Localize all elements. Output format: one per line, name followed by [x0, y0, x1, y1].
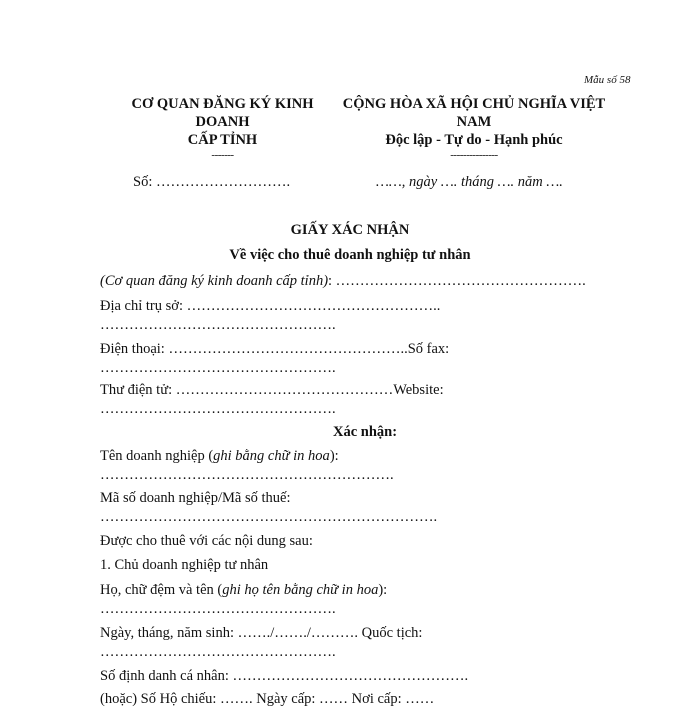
owner-section-heading: 1. Chủ doanh nghiệp tư nhân	[100, 557, 269, 573]
authority-line-2: DOANH	[195, 114, 250, 130]
document-number: Số: ……………………….	[133, 174, 291, 190]
authority-line-1: CƠ QUAN ĐĂNG KÝ KINH	[131, 96, 314, 112]
issuing-authority-header	[100, 95, 345, 161]
form-number: Mẫu số 58	[584, 74, 631, 86]
national-line-2: NAM	[456, 114, 492, 130]
owner-name-note: ghi họ tên bằng chữ in hoa	[222, 582, 379, 598]
owner-name-prefix: Họ, chữ đệm và tên (	[100, 582, 223, 598]
confirmation-heading: Xác nhận:	[332, 424, 398, 440]
phone-fax-field-continued: ………………………………………….	[100, 360, 336, 376]
authority-underline: -------	[211, 149, 234, 161]
phone-fax-field: Điện thoại: …………………………………………..Số fax:	[100, 341, 450, 357]
authority-line-3: CẤP TỈNH	[187, 132, 258, 148]
enterprise-code-field: Mã số doanh nghiệp/Mã số thuế:	[100, 490, 291, 506]
address-field-continued: ………………………………………….	[100, 317, 336, 333]
enterprise-name-suffix: ):	[329, 448, 339, 464]
enterprise-code-dots: …………………………………………………………….	[100, 509, 438, 525]
birth-nationality-dots: ………………………………………….	[100, 644, 336, 660]
motto-underline: ---------------	[450, 149, 498, 161]
address-field: Địa chỉ trụ sở: ……………………………………………..	[100, 298, 441, 314]
authority-field-dots: : …………………………………………….	[328, 273, 586, 289]
authority-field	[100, 273, 586, 290]
email-website-field: Thư điện tử: ………………………………………Website:	[100, 382, 444, 398]
owner-name-suffix: ):	[378, 582, 388, 598]
lease-content-label: Được cho thuê với các nội dung sau:	[100, 533, 313, 549]
national-line-1: CỘNG HÒA XÃ HỘI CHỦ NGHĨA VIỆT	[342, 96, 606, 112]
owner-name-field	[100, 582, 387, 599]
birth-nationality-field: Ngày, tháng, năm sinh: ……./……./………. Quốc tịch:	[100, 625, 423, 641]
national-header	[328, 95, 620, 161]
document-title: GIẤY XÁC NHẬN	[290, 222, 410, 238]
date-line: ……, ngày …. tháng …. năm ….	[376, 174, 563, 190]
passport-field: (hoặc) Số Hộ chiếu: ……. Ngày cấp: …… Nơi cấp: ……	[100, 691, 435, 707]
enterprise-name-note: ghi bằng chữ in hoa	[213, 448, 330, 464]
national-motto: Độc lập - Tự do - Hạnh phúc	[385, 132, 563, 148]
owner-name-dots: ………………………………………….	[100, 601, 336, 617]
authority-field-label: (Cơ quan đăng ký kinh doanh cấp tỉnh)	[100, 273, 329, 289]
email-website-field-continued: ………………………………………….	[100, 401, 336, 417]
enterprise-name-field	[100, 448, 339, 465]
document-subtitle: Về việc cho thuê doanh nghiệp tư nhân	[229, 247, 471, 263]
enterprise-name-prefix: Tên doanh nghiệp (	[100, 448, 214, 464]
personal-id-field: Số định danh cá nhân: ………………………………………….	[100, 668, 469, 684]
enterprise-name-dots: …………………………………………………….	[100, 467, 394, 483]
